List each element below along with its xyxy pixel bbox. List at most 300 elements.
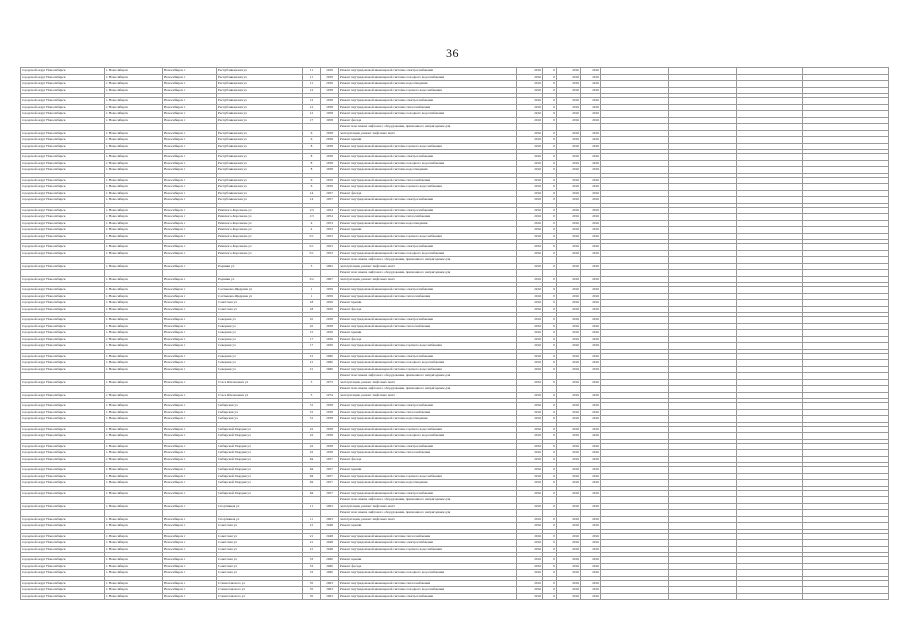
table-cell: 3/2 <box>303 276 321 283</box>
table-cell: 2016 <box>581 443 601 450</box>
table-cell: 3 <box>303 263 321 270</box>
table-cell: 2016 <box>557 336 581 343</box>
table-cell: 2016 <box>581 480 601 487</box>
table-cell: Ремонт внутридомовой инженерной системы холодного водоснабжения <box>339 250 517 257</box>
table-cell: 2016 <box>517 392 543 399</box>
table-cell: Салтыкова-Щедрина ул <box>217 293 303 300</box>
table-cell: Новосибирск г <box>163 392 217 399</box>
table-cell: городской округ Новосибирск <box>21 516 105 523</box>
table-cell: 0 <box>543 68 557 75</box>
table-cell: Римского-Корсакова ул <box>217 214 303 221</box>
table-cell: 51 <box>303 416 321 423</box>
table-cell: 2016 <box>557 523 581 530</box>
table-cell: 2016 <box>517 593 543 600</box>
table-cell: 2016 <box>517 227 543 234</box>
table-cell: 0 <box>543 190 557 197</box>
table-cell: 2016 <box>581 244 601 251</box>
table-cell: 2016 <box>517 563 543 570</box>
table-cell: Новосибирск г <box>163 87 217 94</box>
table-cell: 2016 <box>557 160 581 167</box>
table-cell: 0 <box>543 353 557 360</box>
table-cell: 1954 <box>321 207 339 214</box>
table-cell: 2016 <box>557 197 581 204</box>
table-cell: г. Новосибирск <box>105 540 163 547</box>
table-cell: 2016 <box>581 533 601 540</box>
table-cell: 1958 <box>321 160 339 167</box>
table-cell: городской округ Новосибирск <box>21 190 105 197</box>
table-cell: 2016 <box>557 68 581 75</box>
table-cell: Ремонт крыши <box>339 300 517 307</box>
table-cell: 1963 <box>321 587 339 594</box>
table-cell: 2016 <box>557 557 581 564</box>
table-cell: Советская ул <box>217 533 303 540</box>
table-cell: 2016 <box>517 426 543 433</box>
table-cell: 2016 <box>581 276 601 283</box>
table-cell: Ремонт внутридомовой инженерной системы электроснабжения <box>339 443 517 450</box>
table-cell: 1958 <box>321 416 339 423</box>
table-cell: Ремонт или замена лифтового оборудования, признанного непригодным для <box>339 497 517 504</box>
table-cell: городской округ Новосибирск <box>21 117 105 124</box>
table-cell: 2016 <box>557 450 581 457</box>
table-cell: 0 <box>543 467 557 474</box>
table-cell: городской округ Новосибирск <box>21 580 105 587</box>
table-cell: 64 <box>303 467 321 474</box>
table-cell: 1957 <box>321 473 339 480</box>
table-cell: Ремонт внутридомовой инженерной системы горячего водоснабжения <box>339 426 517 433</box>
table-cell: Северная ул <box>217 336 303 343</box>
table-cell: 2016 <box>581 392 601 399</box>
table-cell: 15 <box>303 330 321 337</box>
table-cell: 2016 <box>581 104 601 111</box>
table-cell: 64 <box>303 456 321 463</box>
table-cell: 2016 <box>517 557 543 564</box>
table-cell: 64 <box>303 473 321 480</box>
table-cell: 2016 <box>557 244 581 251</box>
table-cell: 2016 <box>581 167 601 174</box>
table-cell: 0 <box>543 104 557 111</box>
table-cell: 1958 <box>321 443 339 450</box>
table-cell: 35 <box>303 593 321 600</box>
table-cell: 2016 <box>517 587 543 594</box>
table-cell: 2016 <box>517 207 543 214</box>
table-cell: городской округ Новосибирск <box>21 450 105 457</box>
table-cell: Ремонт внутридомовой инженерной системы горячего водоснабжения <box>339 184 517 191</box>
table-cell: Сибирская ул <box>217 403 303 410</box>
table-cell: Ремонт внутридомовой инженерной системы теплоснабжения <box>339 293 517 300</box>
table-cell: городской округ Новосибирск <box>21 227 105 234</box>
table-cell: 53 <box>303 557 321 564</box>
table-cell: городской округ Новосибирск <box>21 546 105 553</box>
table-cell: Ремонт внутридомовой инженерной системы горячего водоснабжения <box>339 343 517 350</box>
table-cell: 2016 <box>581 220 601 227</box>
table-cell: 0 <box>543 130 557 137</box>
table-cell: 2016 <box>581 293 601 300</box>
table-cell: 1959 <box>321 184 339 191</box>
table-cell: Новосибирск г <box>163 323 217 330</box>
table-cell: 2016 <box>517 197 543 204</box>
table-cell: Станиславского ул <box>217 587 303 594</box>
table-cell: Новосибирск г <box>163 220 217 227</box>
table-cell: 1953 <box>321 250 339 257</box>
table-cell: 2016 <box>557 580 581 587</box>
table-cell: 2016 <box>517 190 543 197</box>
table-cell: Северная ул <box>217 317 303 324</box>
table-cell: городской округ Новосибирск <box>21 74 105 81</box>
table-cell: 2016 <box>557 306 581 313</box>
table-cell: Римского-Корсакова ул <box>217 227 303 234</box>
table-cell: 51 <box>303 409 321 416</box>
table-cell: Новосибирск г <box>163 117 217 124</box>
table-cell: Сибирской Гвардии ул <box>217 467 303 474</box>
table-cell: г. Новосибирск <box>105 523 163 530</box>
table-cell: 2016 <box>517 300 543 307</box>
table-cell: 1958 <box>321 143 339 150</box>
table-cell: 1960 <box>321 570 339 577</box>
table-cell: Республиканская ул <box>217 104 303 111</box>
table-cell: Ремонт или замена лифтового оборудования, признанного непригодным для <box>339 386 517 393</box>
table-cell: 10 <box>303 317 321 324</box>
table-cell: 2016 <box>557 443 581 450</box>
table-cell: 2016 <box>557 130 581 137</box>
table-cell: г. Новосибирск <box>105 546 163 553</box>
table-cell: Римского-Корсакова ул <box>217 250 303 257</box>
table-cell: 11 <box>303 74 321 81</box>
table-cell: г. Новосибирск <box>105 250 163 257</box>
table-cell: 1958 <box>321 317 339 324</box>
table-cell: г. Новосибирск <box>105 317 163 324</box>
table-cell: 35 <box>303 587 321 594</box>
table-cell: 2016 <box>581 137 601 144</box>
table-cell: 64 <box>303 490 321 497</box>
table-cell: 2016 <box>517 74 543 81</box>
table-cell: Северная ул <box>217 330 303 337</box>
table-cell: эксплуатации, ремонт лифтовых шахт <box>339 392 517 399</box>
table-cell: 2016 <box>581 450 601 457</box>
table-cell: Родники ул <box>217 263 303 270</box>
table-cell: 2016 <box>557 276 581 283</box>
table-cell: Ремонт внутридомовой инженерной системы горячего водоснабжения <box>339 366 517 373</box>
table-cell: Ремонт внутридомовой инженерной системы электроснабжения <box>339 68 517 75</box>
table-cell: Советская ул <box>217 540 303 547</box>
table-cell: 12 <box>303 111 321 118</box>
table-cell: 2016 <box>517 143 543 150</box>
table-cell: г. Новосибирск <box>105 366 163 373</box>
table-cell: 0 <box>543 81 557 88</box>
table-cell: 2016 <box>517 130 543 137</box>
table-cell: 2016 <box>517 220 543 227</box>
table-cell: 0 <box>543 117 557 124</box>
table-cell: Сибирской Гвардии ул <box>217 480 303 487</box>
table-cell: Новосибирск г <box>163 443 217 450</box>
table-cell: 2016 <box>581 343 601 350</box>
table-cell: 1958 <box>321 323 339 330</box>
table-cell: 2016 <box>581 353 601 360</box>
table-cell: г. Новосибирск <box>105 81 163 88</box>
table-cell: Ремонт внутридомовой инженерной системы водоотведения <box>339 167 517 174</box>
table-cell: городской округ Новосибирск <box>21 207 105 214</box>
table-cell: 2016 <box>557 293 581 300</box>
table-cell: 2016 <box>517 403 543 410</box>
table-cell: Ремонт внутридомовой инженерной системы электроснабжения <box>339 207 517 214</box>
table-cell: г. Новосибирск <box>105 220 163 227</box>
table-cell: г. Новосибирск <box>105 450 163 457</box>
table-cell: 4 <box>303 220 321 227</box>
table-cell: городской округ Новосибирск <box>21 167 105 174</box>
table-cell: 2016 <box>581 433 601 440</box>
table-cell: Ремонт крыши <box>339 467 517 474</box>
table-cell: 2016 <box>517 154 543 161</box>
table-cell: 0 <box>543 160 557 167</box>
table-cell: 2016 <box>557 403 581 410</box>
table-cell: 17 <box>303 343 321 350</box>
table-cell: 11 <box>303 516 321 523</box>
table-cell: 2016 <box>557 433 581 440</box>
table-cell: Новосибирск г <box>163 563 217 570</box>
table-cell: Новосибирск г <box>163 306 217 313</box>
table-cell: 2016 <box>557 330 581 337</box>
table-cell: 0 <box>543 593 557 600</box>
table-cell: 2016 <box>517 503 543 510</box>
table-cell: 2016 <box>517 580 543 587</box>
table-cell: Ремонт внутридомовой инженерной системы электроснабжения <box>339 197 517 204</box>
table-cell: 1958 <box>321 98 339 105</box>
table-cell: г. Новосибирск <box>105 197 163 204</box>
table-cell: 21 <box>303 523 321 530</box>
table-cell: г. Новосибирск <box>105 480 163 487</box>
table-cell: Новосибирск г <box>163 197 217 204</box>
table-cell: 2016 <box>581 184 601 191</box>
table-cell: 2016 <box>517 360 543 367</box>
table-cell: 2016 <box>581 563 601 570</box>
table-cell: 1957 <box>321 480 339 487</box>
table-cell: Ремонт внутридомовой инженерной системы холодного водоснабжения <box>339 111 517 118</box>
table-cell: Республиканская ул <box>217 98 303 105</box>
table-cell: 2016 <box>581 117 601 124</box>
table-cell: 0 <box>543 503 557 510</box>
table-cell: городской округ Новосибирск <box>21 81 105 88</box>
table-cell: Ремонт внутридомовой инженерной системы теплоснабжения <box>339 409 517 416</box>
table-cell: Новосибирск г <box>163 81 217 88</box>
table-cell: г. Новосибирск <box>105 587 163 594</box>
table-cell: 2016 <box>517 117 543 124</box>
table-cell: 2016 <box>557 587 581 594</box>
table-cell: 2016 <box>517 366 543 373</box>
table-cell: г. Новосибирск <box>105 379 163 386</box>
table-cell: г. Новосибирск <box>105 98 163 105</box>
table-cell: 2016 <box>581 503 601 510</box>
table-cell: городской округ Новосибирск <box>21 443 105 450</box>
table-cell: 14 <box>303 190 321 197</box>
table-cell: 1948 <box>321 540 339 547</box>
table-cell: городской округ Новосибирск <box>21 143 105 150</box>
table-cell: 2016 <box>517 546 543 553</box>
table-cell: городской округ Новосибирск <box>21 330 105 337</box>
table-cell: 1992 <box>321 263 339 270</box>
table-cell: г. Новосибирск <box>105 360 163 367</box>
table-cell: Новосибирск г <box>163 450 217 457</box>
table-cell: 0 <box>543 287 557 294</box>
table-cell: 0 <box>543 323 557 330</box>
table-cell: 1 <box>303 293 321 300</box>
table-cell: 8 <box>303 167 321 174</box>
table-cell: 0 <box>543 456 557 463</box>
table-cell: Новосибирск г <box>163 184 217 191</box>
table-cell: 2016 <box>581 197 601 204</box>
table-cell: 2016 <box>517 323 543 330</box>
table-cell: г. Новосибирск <box>105 343 163 350</box>
table-cell: городской округ Новосибирск <box>21 403 105 410</box>
table-cell: Новосибирск г <box>163 426 217 433</box>
table-cell: 1959 <box>321 177 339 184</box>
table-cell: 2016 <box>517 480 543 487</box>
table-cell: Новосибирск г <box>163 503 217 510</box>
table-cell: 11 <box>303 81 321 88</box>
table-cell: Новосибирск г <box>163 263 217 270</box>
table-cell: Новосибирск г <box>163 360 217 367</box>
table-cell: 1959 <box>321 287 339 294</box>
table-cell: 2016 <box>517 433 543 440</box>
table-cell: 64 <box>303 480 321 487</box>
table-cell: 2016 <box>557 233 581 240</box>
table-cell: городской округ Новосибирск <box>21 426 105 433</box>
table-cell: Советская ул <box>217 306 303 313</box>
table-cell: Новосибирск г <box>163 177 217 184</box>
table-cell: Северная ул <box>217 323 303 330</box>
table-cell: г. Новосибирск <box>105 409 163 416</box>
table-cell: 2016 <box>517 137 543 144</box>
table-cell: городской округ Новосибирск <box>21 154 105 161</box>
table-cell: Новосибирск г <box>163 366 217 373</box>
table-cell: Ремонт фасада <box>339 306 517 313</box>
table-cell: городской округ Новосибирск <box>21 587 105 594</box>
table-cell: 2016 <box>581 317 601 324</box>
table-cell: 2016 <box>581 177 601 184</box>
table-cell: 2016 <box>581 409 601 416</box>
table-cell: г. Новосибирск <box>105 104 163 111</box>
table-cell: Новосибирск г <box>163 467 217 474</box>
table-cell: г. Новосибирск <box>105 177 163 184</box>
table-cell: Станиславского ул <box>217 593 303 600</box>
table-cell: г. Новосибирск <box>105 293 163 300</box>
table-cell: Ремонт внутридомовой инженерной системы электроснабжения <box>339 593 517 600</box>
table-cell: Новосибирск г <box>163 143 217 150</box>
table-cell: Новосибирск г <box>163 490 217 497</box>
table-cell: 0 <box>543 306 557 313</box>
table-cell: 2016 <box>581 360 601 367</box>
table-cell: 2016 <box>581 263 601 270</box>
table-cell: 1953 <box>321 220 339 227</box>
table-cell: Новосибирск г <box>163 433 217 440</box>
table-cell: 1957 <box>321 490 339 497</box>
table-cell: 0 <box>543 184 557 191</box>
table-cell: Ремонт внутридомовой инженерной системы холодного водоснабжения <box>339 360 517 367</box>
table-cell: г. Новосибирск <box>105 111 163 118</box>
table-cell: 2016 <box>557 287 581 294</box>
table-cell: Северная ул <box>217 366 303 373</box>
table-cell: Ремонт внутридомовой инженерной системы водоотведения <box>339 416 517 423</box>
table-cell: 21 <box>303 360 321 367</box>
table-cell: Ремонт внутридомовой инженерной системы электроснабжения <box>339 154 517 161</box>
table-cell: 1958 <box>321 154 339 161</box>
table-cell: 2016 <box>557 392 581 399</box>
table-cell: городской округ Новосибирск <box>21 98 105 105</box>
table-cell: 18 <box>303 306 321 313</box>
table-cell: 0 <box>543 197 557 204</box>
table-cell: 2016 <box>517 263 543 270</box>
table-cell: 0 <box>543 74 557 81</box>
table-cell: 2016 <box>581 473 601 480</box>
table-cell: Ремонт внутридомовой инженерной системы теплоснабжения <box>339 580 517 587</box>
table-cell: городской округ Новосибирск <box>21 287 105 294</box>
table-cell: Новосибирск г <box>163 523 217 530</box>
table-cell: 22 <box>303 426 321 433</box>
table-cell: 0 <box>543 263 557 270</box>
table-cell: 2016 <box>517 276 543 283</box>
table-cell: г. Новосибирск <box>105 580 163 587</box>
table-cell: Новосибирск г <box>163 379 217 386</box>
table-cell: 0 <box>543 227 557 234</box>
table-cell: 2016 <box>517 177 543 184</box>
table-cell: Новосибирск г <box>163 409 217 416</box>
table-cell: Ремонт или замена лифтового оборудования, признанного непригодным для <box>339 373 517 380</box>
table-cell: 1 <box>303 287 321 294</box>
table-cell: 1960 <box>321 366 339 373</box>
table-cell: 21 <box>303 533 321 540</box>
table-cell: 2016 <box>517 490 543 497</box>
table-cell: 0 <box>543 336 557 343</box>
table-cell: 12 <box>303 98 321 105</box>
table-cell: эксплуатации, ремонт лифтовых шахт <box>339 503 517 510</box>
table-cell: 1957 <box>321 197 339 204</box>
table-cell: Ремонт внутридомовой инженерной системы холодного водоснабжения <box>339 433 517 440</box>
table-cell: 12 <box>303 87 321 94</box>
table-cell: 8 <box>303 160 321 167</box>
table-cell: 2016 <box>517 167 543 174</box>
table-cell: 2016 <box>517 330 543 337</box>
table-cell: 0 <box>543 587 557 594</box>
table-cell: Ремонт внутридомовой инженерной системы горячего водоснабжения <box>339 473 517 480</box>
table-cell: Ремонт внутридомовой инженерной системы теплоснабжения <box>339 450 517 457</box>
table-cell: 1958 <box>321 117 339 124</box>
table-cell: Ремонт внутридомовой инженерной системы теплоснабжения <box>339 323 517 330</box>
table-cell: 2016 <box>517 250 543 257</box>
table-cell: Спортивная ул <box>217 516 303 523</box>
table-cell: 2016 <box>557 87 581 94</box>
table-cell: Северная ул <box>217 353 303 360</box>
table-cell: Ремонт внутридомовой инженерной системы горячего водоснабжения <box>339 87 517 94</box>
table-cell: г. Новосибирск <box>105 533 163 540</box>
table-cell: городской округ Новосибирск <box>21 197 105 204</box>
table-cell: 22 <box>303 443 321 450</box>
table-cell: 2016 <box>581 87 601 94</box>
table-cell: 1959 <box>321 68 339 75</box>
table-cell: 2016 <box>557 416 581 423</box>
table-cell: Республиканская ул <box>217 68 303 75</box>
table-cell: Ремонт внутридомовой инженерной системы холодного водоснабжения <box>339 570 517 577</box>
table-cell: 2016 <box>557 81 581 88</box>
table-cell: Ремонт крыши <box>339 330 517 337</box>
table-cell: 2016 <box>517 456 543 463</box>
table-cell: г. Новосибирск <box>105 117 163 124</box>
table-cell: г. Новосибирск <box>105 490 163 497</box>
table-cell: 1958 <box>321 87 339 94</box>
table-cell: 11 <box>303 68 321 75</box>
table-cell: Новосибирск г <box>163 580 217 587</box>
table-cell: 2016 <box>581 214 601 221</box>
table-cell: 1958 <box>321 403 339 410</box>
table-cell: 0 <box>543 300 557 307</box>
table-cell: 17 <box>303 336 321 343</box>
